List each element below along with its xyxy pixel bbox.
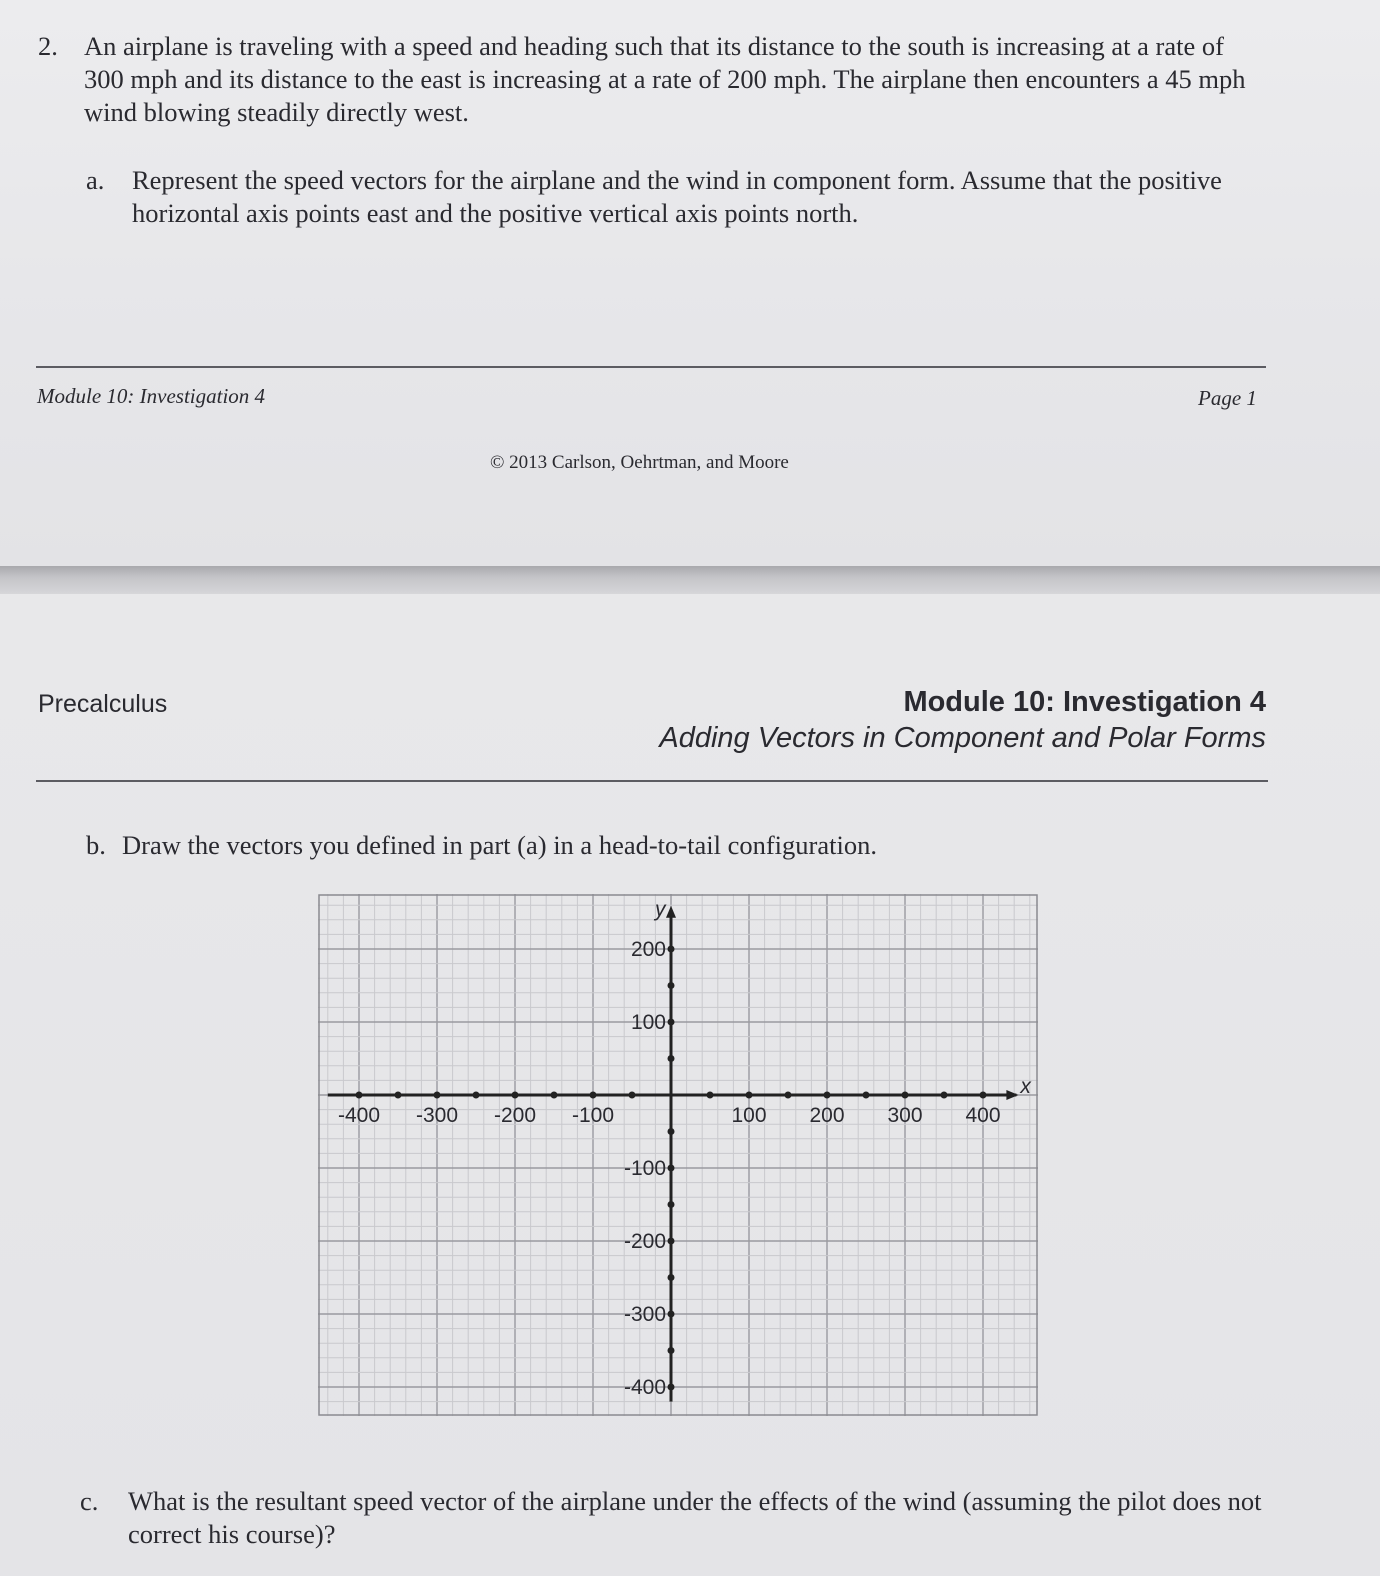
footer-page-number: Page 1 [1198,386,1257,410]
question-2 [38,30,1258,129]
part-a-label: a. [86,165,105,195]
x-tick-labels [338,1104,1001,1127]
question-number: 2. [38,31,58,61]
header-divider [36,780,1268,782]
part-b-label: b. [86,830,106,860]
y-axis-tick-mark [668,946,675,953]
x-tick-label: 100 [731,1104,767,1127]
module-subtitle: Adding Vectors in Component and Polar Forms [659,722,1266,754]
x-axis-tick-mark [707,1092,714,1099]
x-axis-tick-mark [356,1092,363,1099]
question-text: An airplane is traveling with a speed and heading such that its distance to the south is increasing at a rate of 300 mph and its distance to the east is increasing at a rate of 200 mph. The airplane then encounters a 45 mph wind blowing steadily directly west. [84,31,1246,127]
y-tick-label: 100 [630,1011,666,1034]
y-axis-tick-mark [668,1019,675,1026]
x-axis-tick-mark [863,1092,870,1099]
x-axis-label: x [1020,1075,1031,1098]
x-axis-tick-mark [824,1092,831,1099]
x-axis-tick-mark [512,1092,519,1099]
part-c-label: c. [80,1486,99,1516]
part-a-text: Represent the speed vectors for the airplane and the wind in component form. Assume that the positive horizontal axis points east and the positive vertical axis points north. [132,165,1222,228]
course-title: Precalculus [38,690,168,718]
y-tick-label: -300 [623,1303,666,1326]
y-axis-tick-mark [668,1128,675,1135]
y-axis-tick-mark [668,1311,675,1318]
x-axis-tick-mark [902,1092,909,1099]
y-tick-label: 200 [630,938,666,961]
part-a [86,164,1246,230]
module-title: Module 10: Investigation 4 [903,686,1266,718]
worksheet-page-1 [0,0,1380,568]
x-axis-tick-mark [980,1092,987,1099]
x-axis-tick-mark [785,1092,792,1099]
y-axis-tick-mark [668,1274,675,1281]
x-tick-label: -400 [337,1104,381,1127]
y-tick-label: -200 [623,1230,666,1253]
y-axis-tick-mark [668,982,675,989]
x-tick-label: -100 [571,1104,615,1127]
footer-module: Module 10: Investigation 4 [37,384,266,408]
page-separator [0,566,1380,594]
grid-border [319,895,1037,1415]
x-axis-tick-mark [629,1092,636,1099]
y-axis-tick-mark [668,1347,675,1354]
x-axis-tick-mark [746,1092,753,1099]
part-b-text: Draw the vectors you defined in part (a) in a head-to-tail configuration. [122,830,877,860]
y-axis-label: y [655,897,666,921]
part-b [86,830,877,861]
x-axis-tick-mark [941,1092,948,1099]
x-tick-label: 200 [809,1104,845,1127]
x-axis-tick-mark [551,1092,558,1099]
y-tick-label: -100 [623,1157,666,1180]
y-axis-tick-mark [668,1055,675,1062]
x-axis-tick-mark [473,1092,480,1099]
x-axis-tick-mark [434,1092,441,1099]
y-tick-label: -400 [623,1376,666,1399]
x-tick-label: -200 [493,1104,537,1127]
grid-lines [318,894,1038,1416]
y-axis-tick-mark [668,1384,675,1391]
x-axis-tick-mark [590,1092,597,1099]
part-c-text: What is the resultant speed vector of the airplane under the effects of the wind (assuming the pilot does not correct his course)? [128,1486,1262,1549]
coordinate-grid[interactable] [318,894,1038,1416]
y-axis-tick-mark [668,1238,675,1245]
x-tick-label: 300 [887,1104,923,1127]
x-tick-label: 400 [965,1104,1001,1127]
y-axis-tick-mark [668,1165,675,1172]
y-axis-arrow-icon [666,906,676,918]
x-axis-arrow-icon [1006,1090,1018,1100]
x-axis-tick-mark [395,1092,402,1099]
y-axis-tick-mark [668,1201,675,1208]
copyright-notice: © 2013 Carlson, Oehrtman, and Moore [490,452,789,473]
part-c [80,1485,1300,1551]
x-tick-label: -300 [415,1104,459,1127]
footer-divider [36,366,1266,368]
